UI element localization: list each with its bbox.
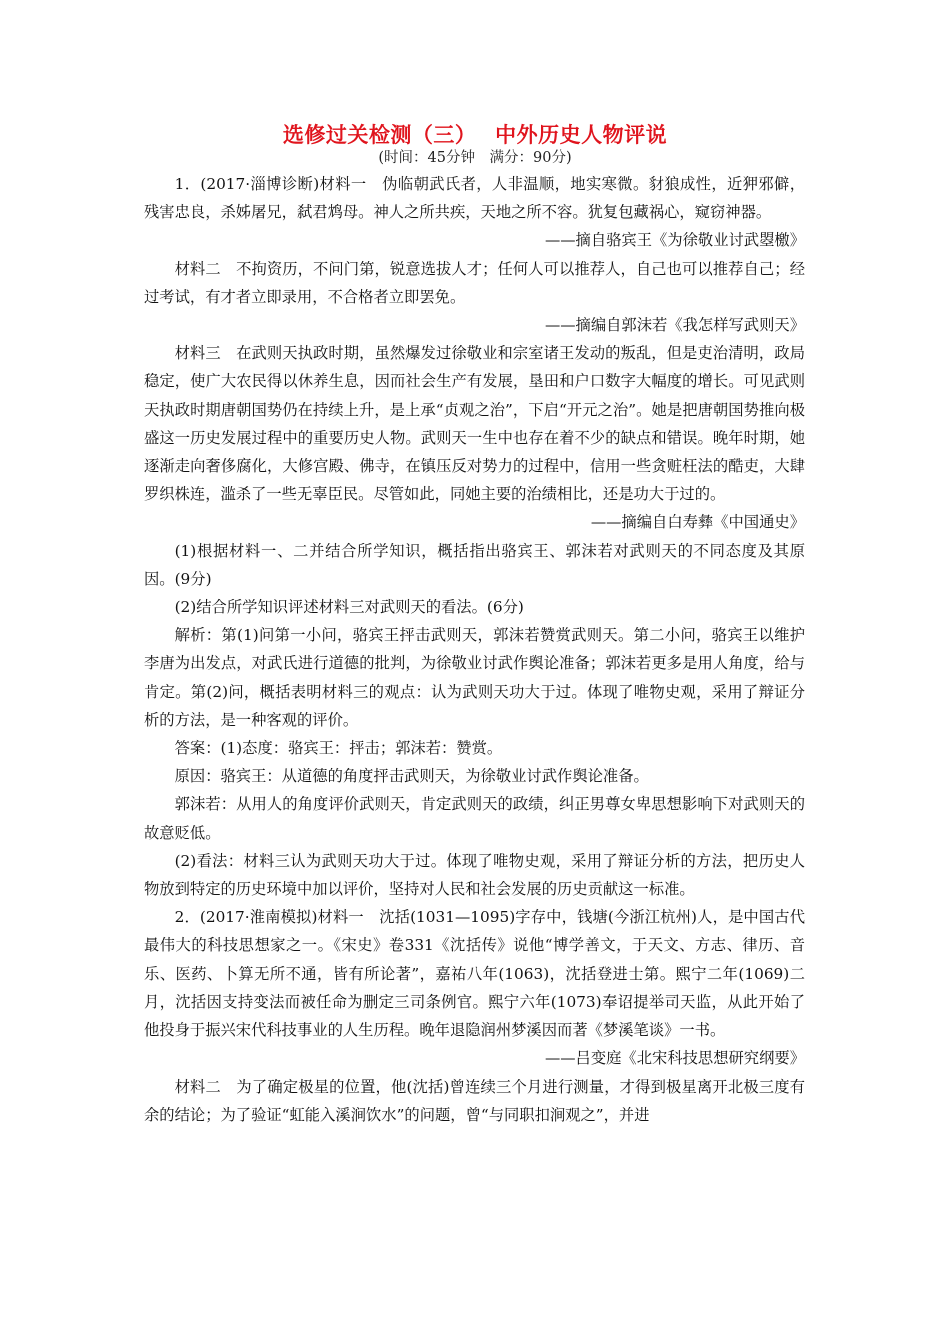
source-citation: ——摘编自郭沫若《我怎样写武则天》 bbox=[544, 316, 805, 335]
answer-paragraph: 郭沫若：从用人的角度评价武则天，肯定武则天的政绩，纠正男尊女卑思想影响下对武则天的故意贬低。 bbox=[144, 795, 805, 842]
source-citation: ——摘编自白寿彝《中国通史》 bbox=[590, 513, 805, 532]
question-2-material-1: 2．(2017·淮南模拟)材料一 沈括(1031—1095)字存中，钱塘(今浙江杭州)人，是中国古代最伟大的科技思想家之一。《宋史》卷331《沈括传》说他“博学善文，于天文、方志、律历、音乐、医药、卜算无所不通，皆有所论著”，嘉祐八年(1063)，沈括登进士第。熙宁二年(1069)二月，沈括因支持变法而被任命为删定三司条例官。熙宁六年(1073)奉诏提举司天监，从此开始了他投身于振兴宋代科技事业的人生历程。晚年退隐润州梦溪因而著《梦溪笔谈》一书。 bbox=[144, 908, 805, 1040]
page-title: 选修过关检测（三） 中外历史人物评说 bbox=[282, 123, 668, 147]
question-1-material-3: 材料三 在武则天执政时期，虽然爆发过徐敬业和宗室诸王发动的叛乱，但是吏治清明，政局稳定，使广大农民得以休养生息，因而社会生产有发展，垦田和户口数字大幅度的增长。可见武则天执政时期唐朝国势仍在持续上升，是上承“贞观之治”，下启“开元之治”。她是把唐朝国势推向极盛这一历史发展过程中的重要历史人物。武则天一生中也存在着不少的缺点和错误。晚年时期，她逐渐走向奢侈腐化，大修宫殿、佛寺，在镇压反对势力的过程中，信用一些贪赃枉法的酷吏，大肆罗织株连，滥杀了一些无辜臣民。尽管如此，同她主要的治绩相比，还是功大于过的。 bbox=[144, 344, 805, 504]
source-citation: ——吕变庭《北宋科技思想研究纲要》 bbox=[544, 1049, 805, 1068]
answer-paragraph: (2)看法：材料三认为武则天功大于过。体现了唯物史观，采用了辩证分析的方法，把历史人物放到特定的历史环境中加以评价，坚持对人民和社会发展的历史贡献这一标准。 bbox=[144, 851, 805, 899]
question-1-material-2: 材料二 不拘资历，不问门第，锐意选拔人才；任何人可以推荐人，自己也可以推荐自己；经过考试，有才者立即录用，不合格者立即罢免。 bbox=[144, 259, 805, 306]
answer-paragraph: 原因：骆宾王：从道德的角度抨击武则天，为徐敬业讨武作舆论准备。 bbox=[174, 767, 649, 786]
question-1-sub-2: (2)结合所学知识评述材料三对武则天的看法。(6分) bbox=[174, 598, 524, 617]
document-body bbox=[144, 170, 805, 1129]
question-1-sub-1: (1)根据材料一、二并结合所学知识，概括指出骆宾王、郭沫若对武则天的不同态度及其原因。(9分) bbox=[144, 541, 805, 588]
page-subtitle: (时间：45分钟 满分：90分) bbox=[378, 150, 572, 166]
question-1-material-1: 1．(2017·淄博诊断)材料一 伪临朝武氏者，人非温顺，地实寒微。豺狼成性，近狎邪僻，残害忠良，杀姊屠兄，弑君鸩母。神人之所共疾，天地之所不容。犹复包藏祸心，窥窃神器。 bbox=[144, 175, 805, 222]
answer-paragraph: 答案：(1)态度：骆宾王：抨击；郭沫若：赞赏。 bbox=[174, 739, 503, 758]
question-2-material-2: 材料二 为了确定极星的位置，他(沈括)曾连续三个月进行测量，才得到极星离开北极三度有余的结论；为了验证“虹能入溪涧饮水”的问题，曾“与同职扣涧观之”，并进 bbox=[144, 1077, 805, 1124]
analysis-paragraph: 解析：第(1)问第一小问，骆宾王抨击武则天，郭沫若赞赏武则天。第二小问，骆宾王以维护李唐为出发点，对武氏进行道德的批判，为徐敬业讨武作舆论准备；郭沫若更多是用人角度，给与肯定。第(2)问，概括表明材料三的观点：认为武则天功大于过。体现了唯物史观，采用了辩证分析的方法，是一种客观的评价。 bbox=[144, 626, 805, 729]
source-citation: ——摘自骆宾王《为徐敬业讨武曌檄》 bbox=[544, 231, 805, 250]
